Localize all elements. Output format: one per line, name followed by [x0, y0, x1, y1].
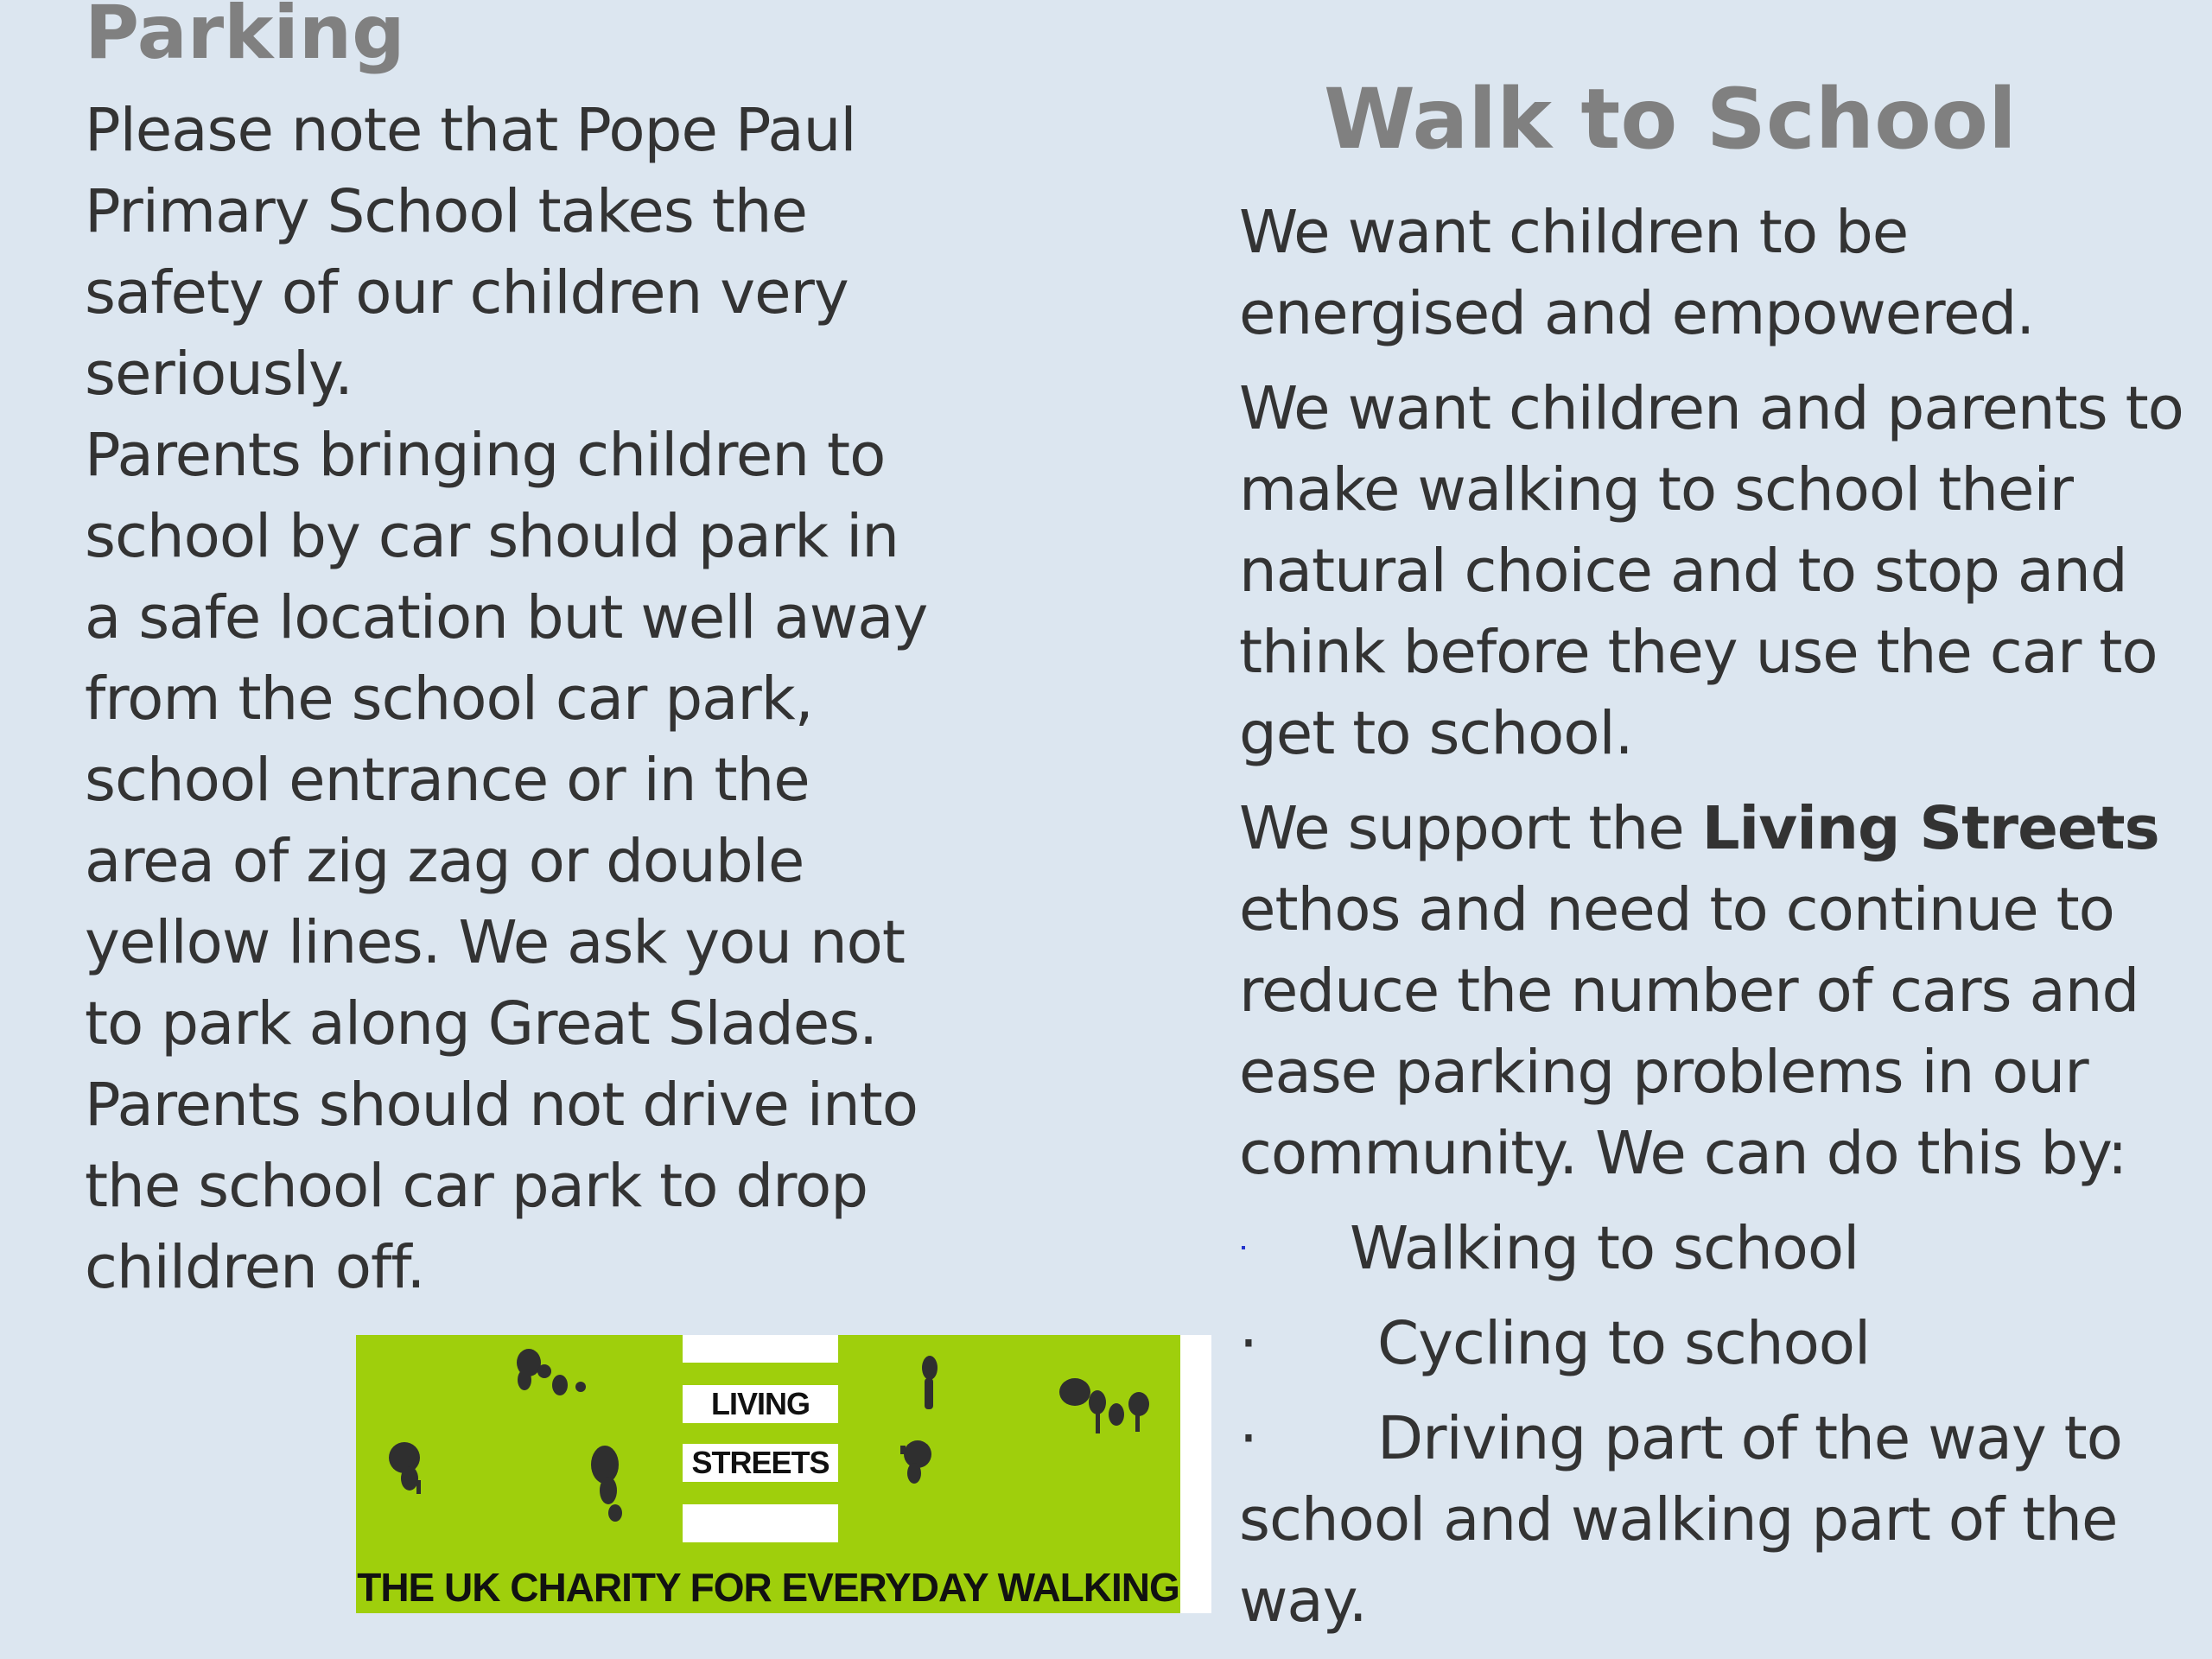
list-item-continuation: school and walking part of the way.	[1239, 1485, 2118, 1636]
crossing-stripe	[683, 1335, 838, 1363]
parking-heading: Parking	[85, 0, 405, 76]
bullet-icon: ·	[1239, 1404, 1257, 1473]
parking-text	[85, 90, 949, 1308]
list-item-cycling	[1239, 1303, 2198, 1384]
list-item-label: Cycling to school	[1377, 1309, 1871, 1378]
living-streets-name: Living Streets	[1701, 794, 2159, 863]
walk-paragraph-1: We want children to be energised and empowered.	[1239, 198, 2035, 348]
walk-to-school-heading: Walk to School	[1324, 71, 2017, 168]
crossing-stripe-living: LIVING	[683, 1385, 838, 1423]
walk-paragraph-3-prefix: We support the	[1239, 794, 1702, 863]
list-item-label: Walking to school	[1350, 1214, 1859, 1283]
list-item-driving	[1239, 1398, 2198, 1479]
list-item-walking	[1239, 1208, 2198, 1289]
walker-figure-icon	[900, 1440, 931, 1484]
walk-paragraph-3-suffix: ethos and need to continue to reduce the number of cars and ease parking problems in our community. We can do this by:	[1239, 875, 2139, 1188]
bullet-dot-icon	[1242, 1246, 1245, 1249]
crossing-stripe	[683, 1504, 838, 1542]
parking-paragraph-1: Please note that Pope Paul Primary School takes the safety of our children very seriously.	[85, 96, 856, 409]
walker-figure-icon	[1059, 1378, 1149, 1433]
walk-to-school-text	[1239, 192, 2198, 1642]
crossing-stripe-streets: STREETS	[683, 1444, 838, 1482]
parking-paragraph-3: Parents should not drive into the school car park to drop children off.	[85, 1071, 918, 1302]
living-streets-banner	[356, 1335, 1211, 1613]
bullet-icon: ·	[1239, 1309, 1257, 1378]
list-item-label: Driving part of the way to	[1377, 1404, 2122, 1473]
walk-paragraph-3	[1239, 788, 2198, 1194]
banner-background	[356, 1335, 1180, 1613]
banner-tagline: THE UK CHARITY FOR EVERYDAY WALKING	[357, 1565, 1179, 1610]
parking-paragraph-2: Parents bringing children to school by car should park in a safe location but well away from the school car park, school entrance or in the area of zig zag or double yellow lines. We ask you not to park along Great Slades.	[85, 421, 928, 1058]
walker-figure-icon	[591, 1446, 622, 1522]
walk-paragraph-2: We want children and parents to make walking to school their natural choice and to stop and think before they use the car to get to school.	[1239, 374, 2183, 768]
walker-figure-icon	[389, 1442, 421, 1494]
walker-figure-icon	[517, 1349, 586, 1395]
walker-figure-icon	[922, 1356, 938, 1409]
